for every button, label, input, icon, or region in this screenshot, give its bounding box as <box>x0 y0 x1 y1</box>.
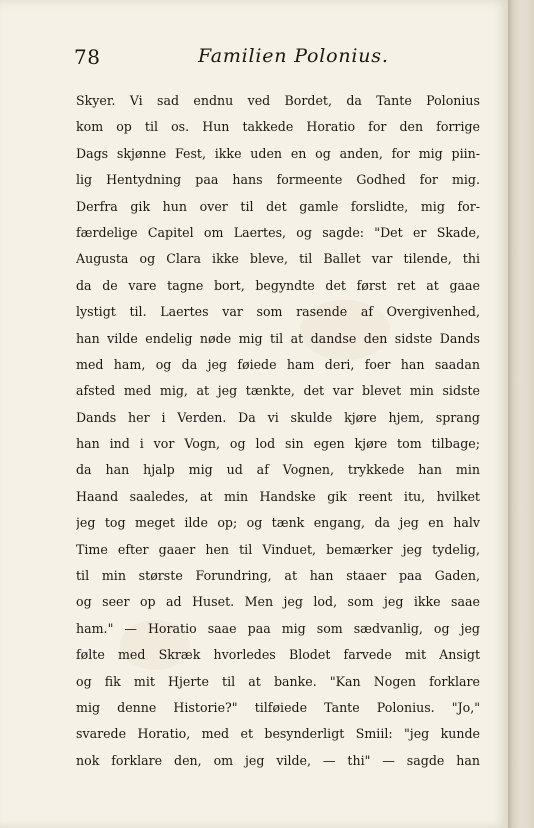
running-head <box>0 43 508 73</box>
text-line: med ham, og da jeg føiede ham deri, foer han saadan <box>76 356 480 372</box>
text-line: nok forklare den, om jeg vilde, — thi" — sagde han <box>76 752 480 768</box>
text-line: til min største Forundring, at han staaer paa Gaden, <box>76 568 480 584</box>
text-line: jeg tog meget ilde op; og tænk engang, da jeg en halv <box>76 515 480 531</box>
text-line: lig Hentydning paa hans formeente Godhed for mig. <box>76 172 480 188</box>
body-text <box>76 88 480 774</box>
text-line: Dands her i Verden. Da vi skulde kjøre hjem, sprang <box>76 409 480 425</box>
book-page-edge <box>508 0 534 828</box>
text-line: og seer op ad Huset. Men jeg lod, som jeg ikke saae <box>76 594 480 610</box>
text-line: han ind i vor Vogn, og lod sin egen kjøre tom tilbage; <box>76 436 480 452</box>
text-line: kom op til os. Hun takkede Horatio for den forrige <box>76 119 480 135</box>
text-line: færdelige Capitel om Laertes, og sagde: "Det er Skade, <box>76 224 480 240</box>
text-line: svarede Horatio, med et besynderligt Smiil: "jeg kunde <box>76 726 480 742</box>
text-line: følte med Skræk hvorledes Blodet farvede mit Ansigt <box>76 647 480 663</box>
text-line: ham." — Horatio saae paa mig som sædvanlig, og jeg <box>76 620 480 636</box>
text-line: Skyer. Vi sad endnu ved Bordet, da Tante Polonius <box>76 93 480 108</box>
text-line: han vilde endelig nøde mig til at dandse den sidste Dands <box>76 330 480 346</box>
text-line: afsted med mig, at jeg tænkte, det var blevet min sidste <box>76 383 480 399</box>
text-line: Time efter gaaer hen til Vinduet, bemærker jeg tydelig, <box>76 541 480 557</box>
text-line: lystigt til. Laertes var som rasende af Overgivenhed, <box>76 304 480 320</box>
text-line: og fik mit Hjerte til at banke. "Kan Nogen forklare <box>76 673 480 689</box>
text-line: mig denne Historie?" tilføiede Tante Polonius. "Jo," <box>76 699 480 715</box>
text-line: Augusta og Clara ikke bleve, til Ballet var tilende, thi <box>76 251 480 267</box>
running-title: Familien Polonius. <box>198 45 389 67</box>
text-line: da han hjalp mig ud af Vognen, trykkede han min <box>76 462 480 478</box>
page-number: 78 <box>74 45 101 69</box>
text-line: Dags skjønne Fest, ikke uden en og anden, for mig piin- <box>76 145 480 161</box>
text-line: Haand saaledes, at min Handske gik reent itu, hvilket <box>76 488 480 504</box>
text-line: Derfra gik hun over til det gamle forslidte, mig for- <box>76 198 480 214</box>
text-line: da de vare tagne bort, begyndte det først ret at gaae <box>76 277 480 293</box>
